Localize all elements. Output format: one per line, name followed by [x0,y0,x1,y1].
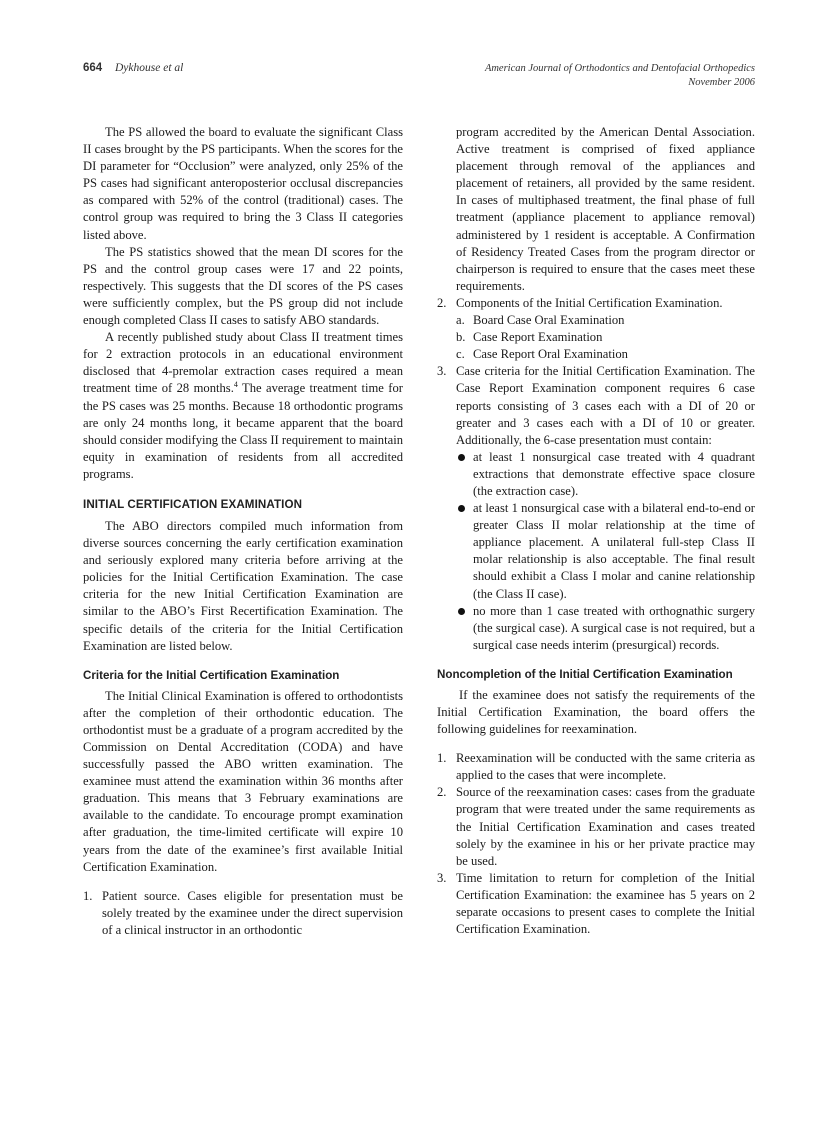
running-header [83,62,755,94]
body-paragraph: If the examinee does not satisfy the requirements of the Initial Certification Examination, the board offers the following guidelines for reexamination. [437,687,755,737]
list-item: 3. Time limitation to return for completion of the Initial Certification Examination: the examinee has 5 years on 2 separate occasions to present cases to complete the Initial Certification Examination. [437,870,755,937]
list-marker: 1. [83,888,93,903]
list-marker: 2. [437,785,447,800]
list-marker: 3. [437,364,447,379]
issue-date: November 2006 [688,77,755,88]
bullet-icon [458,454,465,461]
sublist-item: a. Board Case Oral Examination [456,313,625,328]
list-marker: 2. [437,295,447,310]
components-sublist [456,312,755,363]
sublist-item: c. Case Report Oral Examination [456,347,628,362]
citation-reference[interactable]: 4 [233,380,238,390]
running-authors: Dykhouse et al [115,62,184,74]
bullet-item: at least 1 nonsurgical case treated with 4 quadrant extractions that demonstrate effective space closure (the extraction case). [456,449,755,500]
journal-title: American Journal of Orthodontics and Dentofacial Orthopedics [484,63,755,74]
sublist-item: b. Case Report Examination [456,330,603,345]
body-paragraph: The Initial Clinical Examination is offered to orthodontists after the completion of their orthodontic education. The orthodontist must be a graduate of a program accredited by the Commission on Dental Accreditation (CODA) and have successfully passed the ABO written examination. The examinee must attend the examination within 36 months after graduation. This means that 3 February examinations are available to the candidate. To encourage prompt examination after graduation, the time-limited certificate will expire 10 years from the date of the examinee’s first available Initial Certification Examination. [83,688,403,874]
left-column [83,124,403,939]
criteria-list [83,888,403,939]
list-marker: 3. [437,870,447,885]
body-paragraph: The ABO directors compiled much information from diverse sources concerning the early certification examination and seriously explored many criteria before arriving at the policies for the Initial Certification Examination. The case criteria for the new Initial Certification Examination are similar to the ABO’s First Recertification Examination. The specific details of the criteria for the Initial Certification Examination are listed below. [83,518,403,653]
bullet-icon [458,505,465,512]
bullet-item: no more than 1 case treated with orthognathic surgery (the surgical case). A surgical case is not required, but a surgical case needs interim (presurgical) records. [456,603,755,654]
list-item: 1. Patient source. Cases eligible for presentation must be solely treated by the examinee under the direct supervision of a clinical instructor in an orthodontic [83,888,403,937]
subsection-heading: Noncompletion of the Initial Certification Examination [437,667,733,681]
list-marker: 1. [437,751,447,766]
page-number: 664 [83,62,103,74]
section-heading: INITIAL CERTIFICATION EXAMINATION [83,497,303,511]
body-paragraph: A recently published study about Class II treatment times for 2 extraction protocols in an educational environment disclosed that 4-premolar extraction cases required a mean treatment time of 28 months.$^4$ The average treatment time for the PS cases was 25 months. Because 18 orthodontic programs are only 24 months long, it became apparent that the board should consider modifying the Class II requirement to maintain equity in examination of residents from all accredited programs. [83,330,403,481]
journal-citation [485,62,755,90]
right-column [437,124,755,938]
bullet-item: at least 1 nonsurgical case with a bilateral end-to-end or greater Class II molar relationship at the time of appliance placement. A unilateral full-step Class II molar relationship is also acceptable. The final result should exhibit a Class I molar and canine relationship (the Class II case). [456,500,755,603]
reexamination-list [437,750,755,938]
body-paragraph: The PS allowed the board to evaluate the significant Class II cases brought by the PS participants. When the scores for the DI parameter for “Occlusion” were analyzed, only 25% of the PS cases had significant anteroposterior occlusal discrepancies as compared with 52% of the control (traditional) cases. The control group was required to bring the 3 Class II categories listed above. [83,125,403,242]
body-paragraph: The PS statistics showed that the mean DI scores for the PS and the control group cases were 17 and 22 points, respectively. This suggests that the DI scores of the PS cases were sufficiently complex, but the PS group did not include enough completed Class II cases to satisfy ABO standards. [83,244,403,328]
criteria-list-continued [437,124,755,654]
case-requirements-bullets [456,449,755,654]
subsection-heading: Criteria for the Initial Certification Examination [83,668,340,682]
list-item: program accredited by the American Dental Association. Active treatment is comprised of fixed appliance placement through removal of the appliances and placement of retainers, all provided by the same resident. In cases of multiphased treatment, the final phase of full treatment (appliance placement to appliance removal) administered by 1 resident is acceptable. A Confirmation of Residency Treated Cases from the program director or chairperson is required to ensure that the cases meet these requirements. [456,125,755,293]
bullet-icon [458,608,465,615]
list-item: 2. Source of the reexamination cases: cases from the graduate program that were treated under the same requirements as the Initial Certification Examination and cases treated solely by the examinee in his or her private practice may be used. [437,785,755,868]
list-item: 2. Components of the Initial Certification Examination. a. Board Case Oral Examination b. Case Report Examination c. Case Report Oral Examination [437,295,755,363]
list-item: 1. Reexamination will be conducted with the same criteria as applied to the cases that were incomplete. [437,751,755,783]
list-item: 3. Case criteria for the Initial Certification Examination. The Case Report Examination component requires 6 case reports consisting of 3 cases each with a DI of 20 or greater and 3 cases each with a DI of 10 or greater. Additionally, the 6-case presentation must contain: at least 1 nonsurgical case treated with 4 quadrant extractions that demonstrate effective space closure (the extraction case). at least 1 nonsurgical case with a bilateral end-to-end or greater Class II molar relationship at the time of appliance placement. A unilateral full-step Class II molar relationship is also acceptable. The final result should exhibit a Class I molar and canine relationship (the Class II case). no more than 1 case treated with orthognathic surgery (the surgical case). A surgical case is not required, but a surgical case needs interim (presurgical) records. [437,363,755,654]
